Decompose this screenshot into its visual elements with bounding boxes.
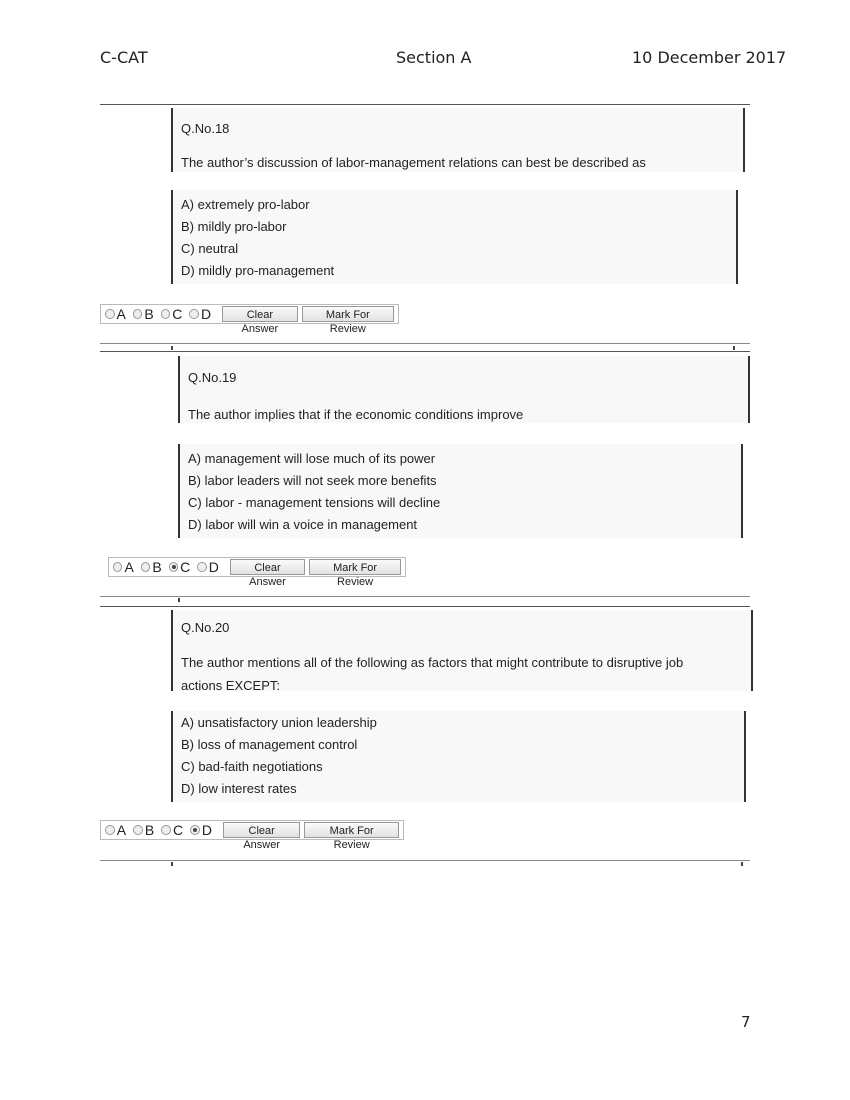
radio-d[interactable]: [189, 309, 199, 319]
mark-for-review-button[interactable]: Mark For Review: [309, 559, 401, 575]
radio-a[interactable]: [113, 562, 122, 572]
radio-label-d: D: [201, 822, 212, 838]
question-text: [188, 403, 728, 426]
page-number: 7: [741, 1013, 751, 1031]
option-b: B) labor leaders will not seek more benefits: [188, 473, 437, 488]
option-c: C) labor - management tensions will decline: [188, 495, 441, 510]
option-d: D) low interest rates: [181, 781, 297, 796]
radio-b[interactable]: [141, 562, 150, 572]
option-d: D) mildly pro-management: [181, 263, 335, 278]
question-text: [181, 151, 723, 174]
radio-b[interactable]: [133, 309, 143, 319]
clear-answer-button[interactable]: Clear Answer: [230, 559, 305, 575]
question-text-line: The author implies that if the economic conditions improve: [188, 407, 524, 422]
radio-d-selected[interactable]: [190, 825, 200, 835]
divider: [100, 596, 750, 597]
question-box: [171, 610, 753, 691]
radio-label-c: C: [180, 559, 191, 575]
question-text-line-1: The author mentions all of the following as factors that might contribute to disruptive job: [181, 655, 684, 670]
answer-controls: [100, 820, 404, 851]
radio-label-d: D: [200, 306, 212, 322]
clear-answer-button[interactable]: Clear Answer: [223, 822, 300, 838]
divider: [100, 606, 750, 607]
header-center: Section A: [396, 48, 472, 67]
question-text-line-2: actions EXCEPT:: [181, 678, 280, 693]
radio-label-b: B: [152, 559, 162, 575]
question-number: Q.No.20: [181, 620, 230, 635]
mark-for-review-button[interactable]: Mark For Review: [302, 306, 394, 322]
header-date: 10 December 2017: [632, 48, 787, 67]
radio-label-c: C: [172, 822, 184, 838]
divider: [100, 343, 750, 344]
question-card: [100, 351, 750, 603]
radio-c-selected[interactable]: [169, 562, 178, 572]
question-text-line: The author’s discussion of labor-management relations can best be described as: [181, 155, 646, 170]
option-c: C) neutral: [181, 241, 239, 256]
question-number: Q.No.18: [181, 121, 230, 136]
option-d: D) labor will win a voice in management: [188, 517, 418, 532]
question-box: [171, 108, 745, 172]
radio-label-a: A: [116, 822, 127, 838]
radio-a[interactable]: [105, 825, 115, 835]
clear-answer-button[interactable]: Clear Answer: [222, 306, 298, 322]
option-b: B) loss of management control: [181, 737, 358, 752]
options-box: [171, 190, 738, 284]
question-card: [100, 104, 750, 344]
answer-controls: [108, 557, 406, 588]
question-text: [181, 651, 731, 697]
radio-c[interactable]: [161, 309, 171, 319]
question-number: Q.No.19: [188, 370, 237, 385]
radio-label-b: B: [144, 306, 154, 322]
tick-mark: [741, 862, 743, 866]
answer-controls: [100, 304, 399, 335]
radio-label-b: B: [144, 822, 155, 838]
tick-mark: [178, 598, 180, 602]
radio-b[interactable]: [133, 825, 143, 835]
option-b: B) mildly pro-labor: [181, 219, 287, 234]
options-box: [178, 444, 743, 538]
tick-mark: [171, 862, 173, 866]
option-a: A) extremely pro-labor: [181, 197, 310, 212]
radio-a[interactable]: [105, 309, 115, 319]
radio-label-c: C: [172, 306, 183, 322]
radio-label-d: D: [208, 559, 219, 575]
radio-label-a: A: [116, 306, 126, 322]
option-a: A) management will lose much of its power: [188, 451, 436, 466]
header-left: C-CAT: [100, 48, 148, 67]
radio-c[interactable]: [161, 825, 171, 835]
divider: [100, 860, 750, 861]
question-card: [100, 606, 750, 868]
mark-for-review-button[interactable]: Mark For Review: [304, 822, 399, 838]
tick-mark: [171, 346, 173, 350]
question-box: [178, 356, 750, 423]
option-c: C) bad-faith negotiations: [181, 759, 323, 774]
option-a: A) unsatisfactory union leadership: [181, 715, 377, 730]
radio-d[interactable]: [197, 562, 206, 572]
divider: [100, 351, 750, 352]
radio-label-a: A: [124, 559, 134, 575]
tick-mark: [733, 346, 735, 350]
divider: [100, 104, 750, 105]
options-box: [171, 711, 746, 802]
